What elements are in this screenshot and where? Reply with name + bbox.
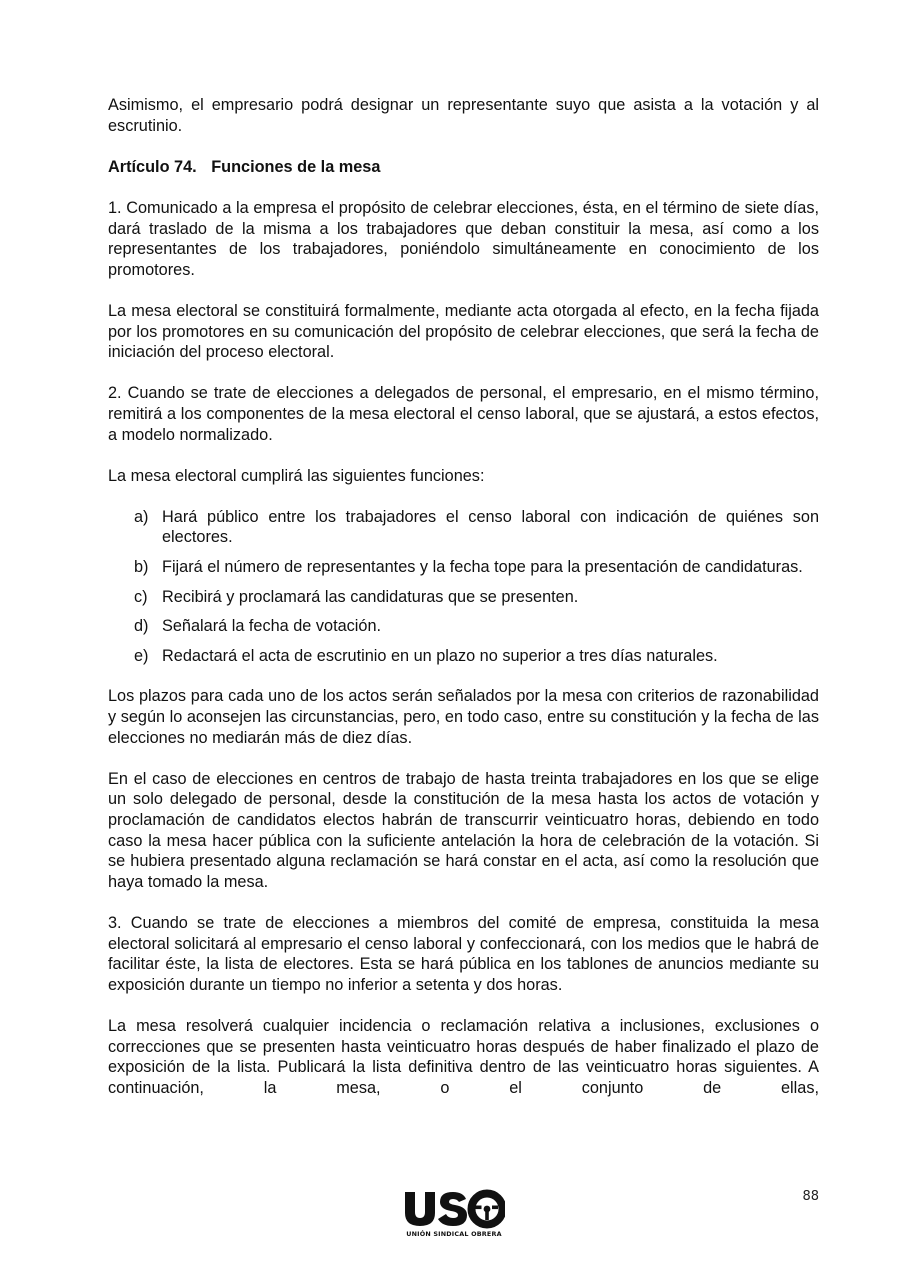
paragraph: 3. Cuando se trate de elecciones a miembros del comité de empresa, constituida la mesa electoral solicitará al empresario el censo laboral y confeccionará, con los medios que le habrá de facilitar éste, la lista de electores. Esta se hará pública en los tablones de anuncios mediante su exposición durante un tiempo no inferior a setenta y dos horas. (108, 913, 819, 994)
paragraph: Asimismo, el empresario podrá designar un representante suyo que asista a la votación y al escrutinio. (108, 96, 819, 135)
paragraph: La mesa electoral se constituirá formalmente, mediante acta otorgada al efecto, en la fecha fijada por los promotores en su comunicación del propósito de celebrar elecciones, que será la fecha de iniciación del proceso electoral. (108, 301, 819, 362)
list-item (108, 557, 819, 578)
paragraph: La mesa resolverá cualquier incidencia o reclamación relativa a inclusiones, exclusiones o correcciones que se presenten hasta veinticuatro horas después de haber finalizado el plazo de exposición de la lista. Publicará la lista definitiva dentro de las veinticuatro horas siguientes. A continuación, la mesa, o el conjunto de ellas, (108, 1016, 819, 1097)
list-marker: e) (134, 646, 149, 665)
paragraph: La mesa electoral cumplirá las siguientes funciones: (108, 466, 485, 485)
list-item (108, 646, 819, 667)
list-marker: a) (134, 507, 149, 526)
document-body (108, 95, 819, 1098)
paragraph: Los plazos para cada uno de los actos serán señalados por la mesa con criterios de razonabilidad y según lo aconsejen las circunstancias, pero, en todo caso, entre su constitución y la fecha de las elecciones no mediarán más de diez días. (108, 687, 819, 747)
list-item (108, 587, 819, 608)
article-heading (108, 157, 819, 178)
article-number: Artículo 74. (108, 157, 197, 176)
paragraph: 1. Comunicado a la empresa el propósito de celebrar elecciones, ésta, en el término de siete días, dará traslado de la misma a los trabajadores que deban constituir la mesa, así como a los representantes de los trabajadores, poniéndolo simultáneamente en conocimiento de los promotores. (108, 198, 819, 279)
uso-logo (403, 1188, 505, 1240)
functions-list (108, 507, 819, 667)
paragraph: 2. Cuando se trate de elecciones a delegados de personal, el empresario, en el mismo término, remitirá a los componentes de la mesa electoral el censo laboral, que se ajustará, a estos efectos, a modelo normalizado. (108, 384, 819, 444)
list-item-text: Hará público entre los trabajadores el censo laboral con indicación de quiénes son electores. (162, 507, 819, 547)
paragraph: En el caso de elecciones en centros de trabajo de hasta treinta trabajadores en los que se elige un solo delegado de personal, desde la constitución de la mesa hasta los actos de votación y proclamación de candidatos electos habrán de transcurrir veinticuatro horas, debiendo en todo caso la mesa hacer pública con la suficiente antelación la hora de celebración de la votación. Si se hubiera presentado alguna reclamación se hará constar en el acta, así como la resolución que haya tomado la mesa. (108, 769, 819, 891)
list-marker: d) (134, 617, 149, 636)
list-item (108, 507, 819, 548)
logo-caption: UNIÓN SINDICAL OBRERA (406, 1230, 502, 1238)
list-item-text: Redactará el acta de escrutinio en un plazo no superior a tres días naturales. (162, 646, 718, 665)
list-item (108, 616, 819, 637)
list-item-text: Señalará la fecha de votación. (162, 617, 382, 636)
list-item-text: Recibirá y proclamará las candidaturas que se presenten. (162, 587, 579, 606)
article-title: Funciones de la mesa (211, 157, 381, 176)
list-marker: c) (134, 587, 148, 606)
list-marker: b) (134, 558, 149, 577)
list-item-text: Fijará el número de representantes y la fecha tope para la presentación de candidaturas. (162, 558, 803, 577)
uso-logo-mark (403, 1188, 505, 1230)
page-number: 88 (802, 1189, 819, 1204)
